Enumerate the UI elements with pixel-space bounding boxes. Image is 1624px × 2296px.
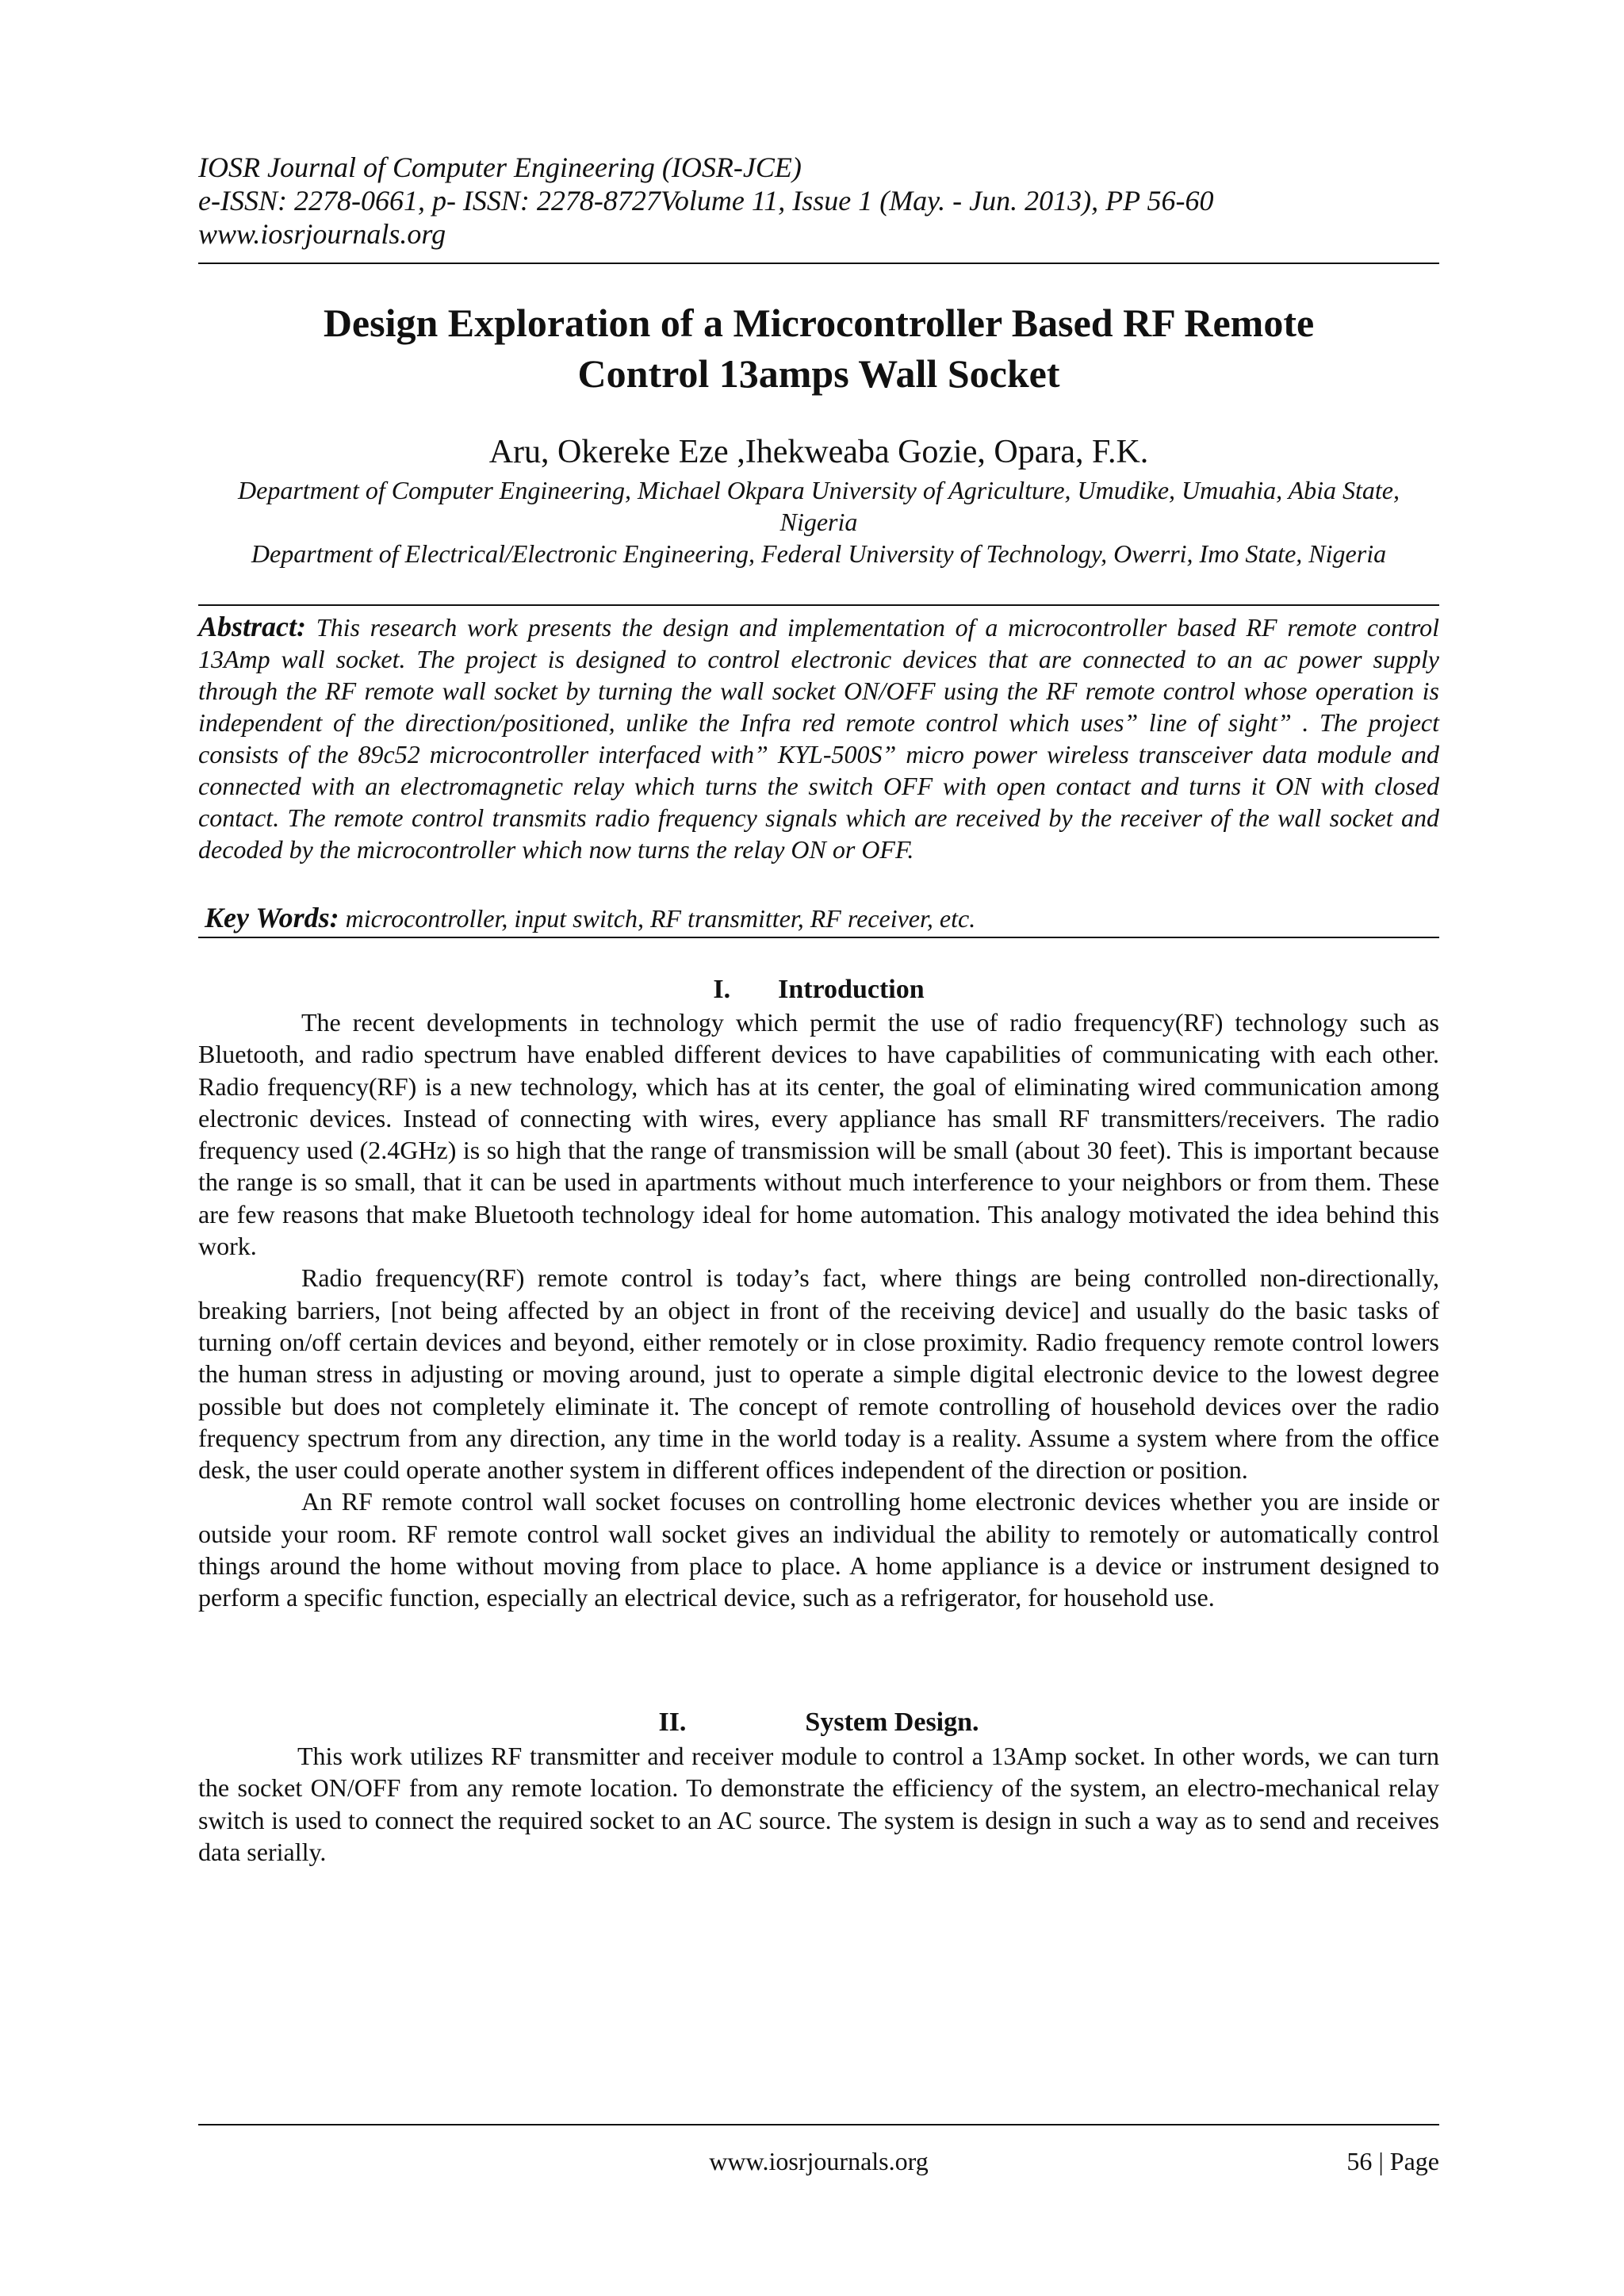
section-number: I. bbox=[713, 975, 731, 1004]
journal-website: www.iosrjournals.org bbox=[198, 218, 446, 250]
abstract-bottom-rule bbox=[198, 937, 1439, 938]
affiliation-2: Department of Electrical/Electronic Engineering, Federal University of Technology, Owerri, Imo State, Nigeria bbox=[251, 539, 1387, 568]
keywords bbox=[198, 902, 1439, 934]
intro-paragraph-1: The recent developments in technology which permit the use of radio frequency(RF) technology such as Bluetooth, and radio spectrum have enabled different devices to have capabilities of communicating with each other. Radio frequency(RF) is a new technology, which has at its center, the goal of eliminating wired communication among electronic devices. Instead of connecting with wires, every appliance has small RF transmitters/receivers. The radio frequency used (2.4GHz) is so high that the range of transmission will be small (about 30 feet). This is important because the range is so small, that it can be used in apartments without much interference to your neighbors or from them. These are few reasons that make Bluetooth technology ideal for home automation. This analogy motivated the idea behind this work. bbox=[198, 1008, 1439, 1261]
author-list: Aru, Okereke Eze ,Ihekweaba Gozie, Opara, F.K. bbox=[488, 434, 1149, 470]
abstract bbox=[198, 611, 1439, 865]
intro-paragraph-2: Radio frequency(RF) remote control is today’s fact, where things are being controlled non-directionally, breaking barriers, [not being affected by an object in front of the receiving device] and usually do the basic tasks of turning on/off certain devices and beyond, either remotely or in close proximity. Radio frequency remote control lowers the human stress in adjusting or moving around, just to operate a simple digital electronic device to the lowest degree possible but does not completely eliminate it. The concept of remote controlling of household devices over the radio frequency spectrum from any direction, any time in the world today is a reality. Assume a system where from the office desk, the user could operate another system in different offices independent of the direction or position. bbox=[198, 1263, 1439, 1485]
keywords-text: microcontroller, input switch, RF transmitter, RF receiver, etc. bbox=[345, 904, 976, 933]
affiliation-1: Department of Computer Engineering, Michael Okpara University of Agriculture, Umudike, Umuahia, Abia State, Nigeria bbox=[238, 476, 1400, 536]
running-header bbox=[198, 151, 1439, 251]
design-paragraph-1: This work utilizes RF transmitter and receiver module to control a 13Amp socket. In other words, we can turn the socket ON/OFF from any remote location. To demonstrate the efficiency of the system, an electro-mechanical relay switch is used to connect the required socket to an AC source. The system is design in such a way as to send and receives data serially. bbox=[198, 1742, 1439, 1866]
title-line-2: Control 13amps Wall Socket bbox=[577, 351, 1060, 396]
affiliations bbox=[198, 474, 1439, 569]
footer-rule bbox=[198, 2124, 1439, 2125]
section-number: II. bbox=[658, 1708, 687, 1737]
journal-name: IOSR Journal of Computer Engineering (IOSR-JCE) bbox=[198, 151, 802, 183]
section-title: Introduction bbox=[778, 975, 925, 1004]
header-rule bbox=[198, 263, 1439, 264]
page-number: 56 | Page bbox=[1346, 2147, 1439, 2175]
intro-paragraph-3: An RF remote control wall socket focuses on controlling home electronic devices whether you are inside or outside your room. RF remote control wall socket gives an individual the ability to remotely or automatically control things around the home without moving from place to place. A home appliance is a device or instrument designed to perform a specific function, especially an electrical device, such as a refrigerator, for household use. bbox=[198, 1487, 1439, 1612]
section-title: System Design. bbox=[805, 1708, 979, 1737]
system-design-body bbox=[198, 1740, 1439, 1868]
section-heading-system-design bbox=[198, 1707, 1439, 1738]
section-heading-introduction bbox=[198, 974, 1439, 1006]
paper-title bbox=[198, 297, 1439, 399]
abstract-top-rule bbox=[198, 604, 1439, 606]
introduction-body bbox=[198, 1006, 1439, 1614]
abstract-label: Abstract: bbox=[198, 611, 307, 642]
footer-website: www.iosrjournals.org bbox=[709, 2147, 929, 2175]
title-line-1: Design Exploration of a Microcontroller Based RF Remote bbox=[323, 301, 1315, 345]
keywords-label: Key Words: bbox=[205, 902, 339, 933]
abstract-text: This research work presents the design and implementation of a microcontroller based RF remote control 13Amp wall socket. The project is designed to control electronic devices that are connected to an ac power supply through the RF remote wall socket by turning the wall socket ON/OFF using the RF remote control whose operation is independent of the direction/positioned, unlike the Infra red remote control which uses” line of sight” . The project consists of the 89c52 microcontroller interfaced with” KYL-500S” micro power wireless transceiver data module and connected with an electromagnetic relay which turns the switch OFF with open contact and turns it ON with closed contact. The remote control transmits radio frequency signals which are received by the receiver of the wall socket and decoded by the microcontroller which now turns the relay ON or OFF. bbox=[198, 613, 1440, 864]
issn-line: e-ISSN: 2278-0661, p- ISSN: 2278-8727Volume 11, Issue 1 (May. - Jun. 2013), PP 56-60 bbox=[198, 185, 1214, 217]
